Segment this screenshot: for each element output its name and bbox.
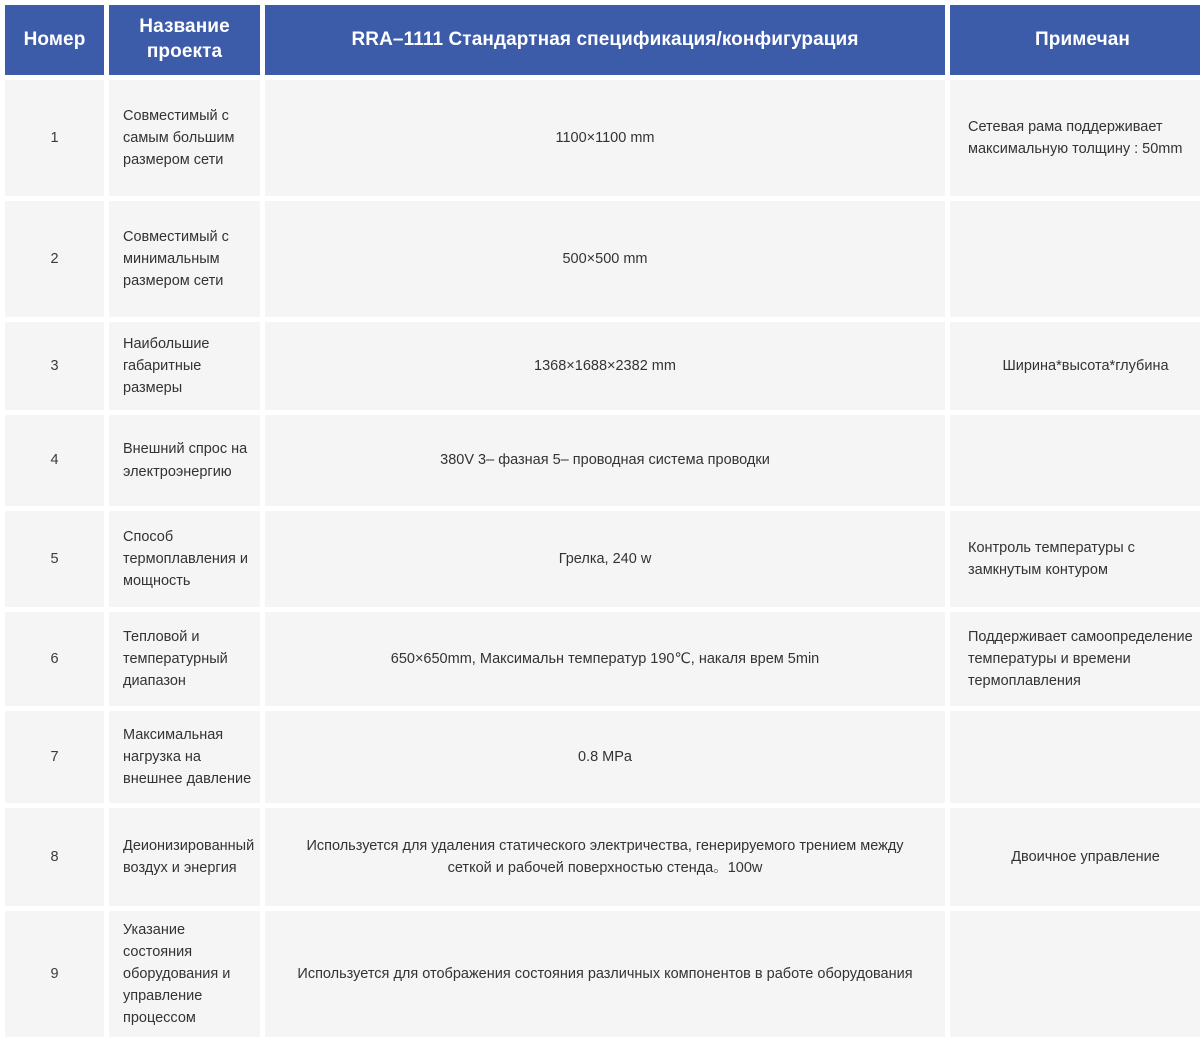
row-note: Поддерживает самоопределение температуры и времени термоплавления xyxy=(950,612,1200,706)
row-project-name: Способ термоплавления и мощность xyxy=(109,511,260,607)
row-project-name: Указание состояния оборудования и управление процессом xyxy=(109,911,260,1037)
row-note xyxy=(950,911,1200,1037)
row-note xyxy=(950,415,1200,506)
row-number: 4 xyxy=(5,415,104,506)
row-project-name: Совместимый с минимальным размером сети xyxy=(109,201,260,317)
table-row xyxy=(5,415,1200,506)
column-header-project: Название проекта xyxy=(109,5,260,75)
table-row xyxy=(5,808,1200,906)
row-specification: Используется для отображения состояния различных компонентов в работе оборудования xyxy=(265,911,945,1037)
row-specification: Грелка, 240 w xyxy=(265,511,945,607)
row-specification: 1368×1688×2382 mm xyxy=(265,322,945,410)
table-row xyxy=(5,80,1200,196)
row-project-name: Внешний спрос на электроэнергию xyxy=(109,415,260,506)
row-number: 8 xyxy=(5,808,104,906)
table-header xyxy=(5,5,1200,75)
row-specification: 650×650mm, Максимальн температур 190℃, накаля врем 5min xyxy=(265,612,945,706)
row-number: 3 xyxy=(5,322,104,410)
row-note xyxy=(950,711,1200,803)
row-specification: 500×500 mm xyxy=(265,201,945,317)
table-row xyxy=(5,612,1200,706)
row-note: Сетевая рама поддерживает максимальную толщину : 50mm xyxy=(950,80,1200,196)
row-number: 6 xyxy=(5,612,104,706)
column-header-number: Номер xyxy=(5,5,104,75)
table-row xyxy=(5,511,1200,607)
row-number: 2 xyxy=(5,201,104,317)
row-project-name: Деионизированный воздух и энергия xyxy=(109,808,260,906)
row-specification: 0.8 MPa xyxy=(265,711,945,803)
column-header-note: Примечан xyxy=(950,5,1200,75)
column-header-specification: RRA–1111 Стандартная спецификация/конфигурация xyxy=(265,5,945,75)
table-row xyxy=(5,322,1200,410)
table-row xyxy=(5,711,1200,803)
row-number: 9 xyxy=(5,911,104,1037)
row-note: Двоичное управление xyxy=(950,808,1200,906)
row-number: 5 xyxy=(5,511,104,607)
table-header-row xyxy=(5,5,1200,75)
table-row xyxy=(5,911,1200,1037)
row-number: 1 xyxy=(5,80,104,196)
row-project-name: Тепловой и температурный диапазон xyxy=(109,612,260,706)
row-project-name: Максимальная нагрузка на внешнее давление xyxy=(109,711,260,803)
row-specification: Используется для удаления статического электричества, генерируемого трением между сеткой и рабочей поверхностью стенда。100w xyxy=(265,808,945,906)
table-row xyxy=(5,201,1200,317)
row-specification: 1100×1100 mm xyxy=(265,80,945,196)
row-note: Ширина*высота*глубина xyxy=(950,322,1200,410)
row-project-name: Наибольшие габаритные размеры xyxy=(109,322,260,410)
row-note xyxy=(950,201,1200,317)
row-project-name: Совместимый с самым большим размером сети xyxy=(109,80,260,196)
row-number: 7 xyxy=(5,711,104,803)
row-specification: 380V 3– фазная 5– проводная система проводки xyxy=(265,415,945,506)
row-note: Контроль температуры с замкнутым контуром xyxy=(950,511,1200,607)
table-body xyxy=(5,80,1200,1037)
